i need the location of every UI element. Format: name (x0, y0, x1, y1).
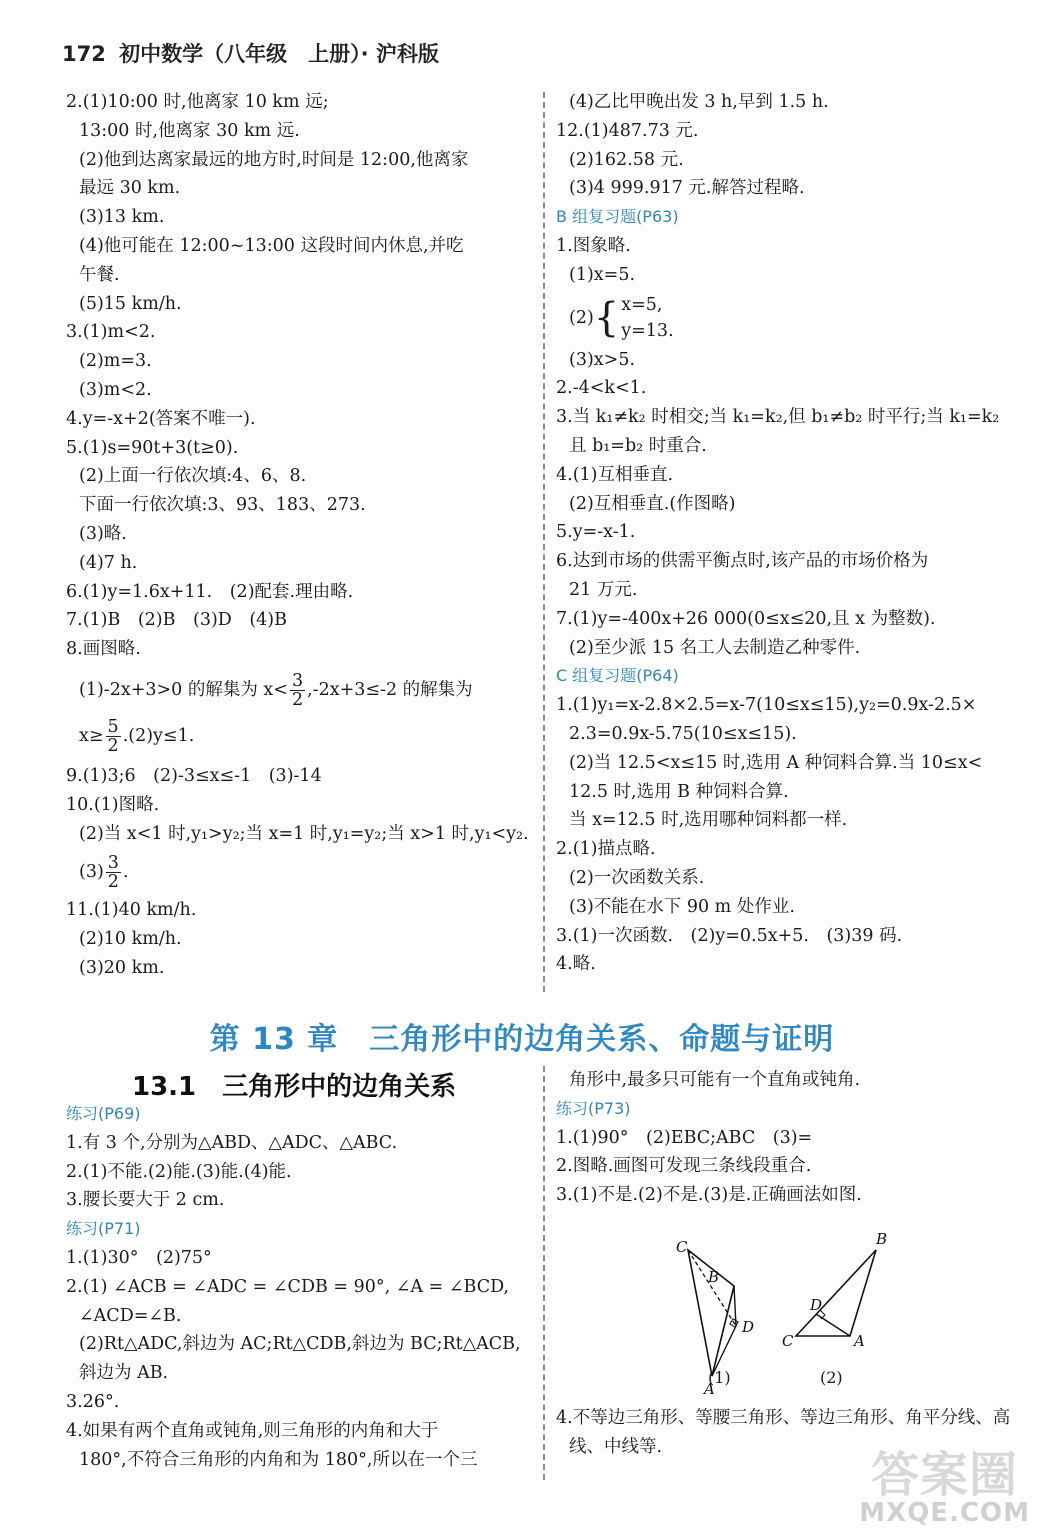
q8-line2 (66, 712, 536, 760)
q8-line1 (66, 668, 536, 712)
segment-da (816, 1314, 850, 1336)
answer-line: (2)当 12.5<x≤15 时,选用 A 种饲料合算.当 10≤x< (569, 752, 983, 773)
answer-line: 2.(1)描点略. (556, 839, 656, 860)
watermark-text: 答案圈 (871, 1447, 1019, 1503)
label-b1: B (708, 1268, 720, 1286)
section-label-b: B 组复习题(P63) (556, 207, 679, 227)
answer-line: 12.(1)487.73 元. (556, 120, 699, 141)
answer-line: 当 x=12.5 时,选用哪种饲料都一样. (569, 810, 848, 831)
q8-text: x≥ (79, 725, 104, 746)
answer-line: (2)上面一行依次填:4、6、8. (79, 466, 307, 487)
system-lines: x=5, y=13. (621, 295, 674, 342)
label-a1: A (704, 1380, 715, 1398)
answer-line: 7.(1)y=-400x+26 000(0≤x≤20,且 x 为整数). (556, 608, 936, 629)
answer-line: 2.(1) ∠ACB = ∠ADC = ∠CDB = 90°, ∠A = ∠BCD, (66, 1276, 510, 1297)
answer-line: 13:00 时,他离家 30 km 远. (79, 120, 300, 141)
answer-line: 9.(1)3;6 (2)-3≤x≤-1 (3)-14 (66, 765, 322, 786)
answer-line: 1.图象略. (556, 235, 631, 256)
answer-line: (3)13 km. (79, 207, 165, 228)
triangle-2 (796, 1250, 876, 1336)
figure-caption-1: (1) (708, 1368, 731, 1387)
answer-line: 1.(1)90° (2)EBC;ABC (3)= (556, 1127, 813, 1148)
answer-line: 6.(1)y=1.6x+11. (2)配套.理由略. (66, 581, 354, 602)
answer-line: 线、中线等. (569, 1436, 663, 1457)
answer-line: (3)4 999.917 元.解答过程略. (569, 178, 805, 199)
answer-line: 3.当 k₁≠k₂ 时相交;当 k₁=k₂,但 b₁≠b₂ 时平行;当 k₁=k₂ (556, 407, 1000, 428)
answer-line: 1.有 3 个,分别为△ABD、△ADC、△ABC. (66, 1132, 398, 1153)
answer-line: 4.不等边三角形、等腰三角形、等边三角形、角平分线、高 (556, 1408, 1011, 1428)
answer-line: 1.(1)30° (2)75° (66, 1247, 212, 1268)
section-label-p69: 练习(P69) (66, 1104, 141, 1123)
answer-line: 3.(1)不是.(2)不是.(3)是.正确画法如图. (556, 1185, 862, 1206)
answer-line: 7.(1)B (2)B (3)D (4)B (66, 610, 287, 631)
label-c2: C (782, 1332, 794, 1350)
answer-line: (3)20 km. (79, 957, 165, 978)
answer-line: (3)m<2. (79, 379, 152, 400)
answer-line: (1)x=5. (569, 264, 636, 285)
label-d2: D (810, 1296, 823, 1314)
section-label-p71: 练习(P71) (66, 1219, 141, 1239)
answer-line: 下面一行依次填:3、93、183、273. (79, 495, 366, 516)
left-column-bottom (66, 1100, 536, 1474)
answer-line: 4.略. (556, 954, 596, 975)
equation-system (556, 290, 1026, 346)
triangle-figures (670, 1228, 900, 1398)
label-d1: D (742, 1318, 755, 1336)
answer-line: (2)10 km/h. (79, 929, 182, 950)
answer-line: 最远 30 km. (79, 178, 181, 199)
label-a2: A (854, 1332, 865, 1350)
answer-line: 5.y=-x-1. (556, 522, 636, 543)
answer-line: 3.(1)一次函数. (2)y=0.5x+5. (3)39 码. (556, 925, 903, 946)
answer-line: 斜边为 AB. (79, 1363, 169, 1384)
system-label: (2) (569, 307, 594, 328)
answer-line: 3.腰长要大于 2 cm. (66, 1190, 225, 1211)
q10-3-label: (3) (79, 862, 104, 883)
answer-line: ∠ACD=∠B. (79, 1305, 182, 1326)
answer-line: 2.(1)10:00 时,他离家 10 km 远; (66, 92, 329, 112)
column-divider (543, 1066, 545, 1480)
section-title: 13.1 三角形中的边角关系 (132, 1072, 457, 1102)
brace-icon: { (593, 295, 620, 342)
answer-line: 12.5 时,选用 B 种饲料合算. (569, 781, 789, 802)
answer-line: 6.达到市场的供需平衡点时,该产品的市场价格为 (556, 551, 929, 572)
answer-line: 4.y=-x+2(答案不唯一). (66, 408, 256, 429)
answer-line: (4)乙比甲晚出发 3 h,早到 1.5 h. (569, 92, 829, 112)
label-c1: C (676, 1238, 688, 1256)
answer-line: (2)互相垂直.(作图略) (569, 493, 736, 514)
watermark-url: MXQE.COM (859, 1498, 1030, 1528)
answer-line: 3.(1)m<2. (66, 322, 156, 343)
answer-line: 2.(1)不能.(2)能.(3)能.(4)能. (66, 1161, 292, 1182)
answer-line: 2.3=0.9x-5.75(10≤x≤15). (569, 723, 797, 744)
page-header (62, 38, 439, 68)
page-number: 172 (62, 42, 106, 66)
answer-line: (2)至少派 15 名工人去制造乙种零件. (569, 637, 861, 658)
answer-line: 午餐. (79, 264, 120, 285)
answer-line: 4.如果有两个直角或钝角,则三角形的内角和大于 (66, 1420, 439, 1441)
fraction: $\frac{5}{2}$ (107, 716, 119, 756)
watermark (859, 1447, 1030, 1528)
answer-line: 11.(1)40 km/h. (66, 900, 197, 921)
answer-line: (2)当 x<1 时,y₁>y₂;当 x=1 时,y₁=y₂;当 x>1 时,y₁<y₂. (79, 823, 529, 844)
answer-line: 2.-4<k<1. (556, 378, 647, 399)
answer-line: 180°,不符合三角形的内角和为 180°,所以在一个三 (79, 1449, 478, 1470)
answer-line: 8.画图略. (66, 639, 141, 660)
answer-line: (2)m=3. (79, 351, 152, 372)
answer-line: 21 万元. (569, 579, 638, 600)
answer-line: (4)7 h. (79, 552, 138, 573)
book-title: 初中数学（八年级 上册）· 沪科版 (119, 42, 439, 66)
fraction: $\frac{3}{2}$ (107, 853, 119, 893)
answer-line: (4)他可能在 12:00~13:00 这段时间内休息,并吃 (79, 235, 464, 256)
q10-3-period: . (122, 862, 129, 883)
answer-line: (5)15 km/h. (79, 293, 182, 314)
answer-line: 3.26°. (66, 1391, 120, 1412)
fraction: $\frac{3}{2}$ (291, 670, 304, 710)
q8-text: ,-2x+3≤-2 的解集为 (307, 679, 473, 700)
answer-line: (3)不能在水下 90 m 处作业. (569, 896, 795, 917)
left-column-top (66, 88, 536, 983)
right-column-top (556, 88, 1026, 979)
column-divider (543, 92, 545, 992)
label-b2: B (876, 1230, 888, 1248)
q8-text: (1)-2x+3>0 的解集为 x< (79, 679, 288, 700)
answer-line: (2)Rt△ADC,斜边为 AC;Rt△CDB,斜边为 BC;Rt△ACB, (79, 1334, 521, 1355)
answer-line: (2)他到达离家最远的地方时,时间是 12:00,他离家 (79, 149, 469, 170)
answer-line: 角形中,最多只可能有一个直角或钝角. (569, 1070, 861, 1090)
section-label-p73: 练习(P73) (556, 1098, 631, 1118)
q10-3-line (66, 848, 536, 896)
section-label-c: C 组复习题(P64) (556, 666, 679, 686)
answer-line: (3)x>5. (569, 349, 636, 370)
q8-text: .(2)y≤1. (122, 725, 195, 746)
answer-line: (2)162.58 元. (569, 149, 684, 170)
answer-line: 4.(1)互相垂直. (556, 464, 674, 485)
answer-line: (3)略. (79, 523, 127, 544)
answer-line: 5.(1)s=90t+3(t≥0). (66, 437, 239, 458)
right-column-bottom (556, 1066, 1026, 1210)
answer-line: (2)一次函数关系. (569, 867, 705, 888)
chapter-title: 第 13 章 三角形中的边角关系、命题与证明 (209, 1022, 835, 1057)
answer-line: 且 b₁=b₂ 时重合. (569, 435, 707, 456)
answer-line: 1.(1)y₁=x-2.8×2.5=x-7(10≤x≤15),y₂=0.9x-2.5× (556, 695, 977, 716)
answer-line: 10.(1)图略. (66, 794, 160, 815)
figure-caption-2: (2) (820, 1368, 843, 1387)
answer-line: 2.图略.画图可发现三条线段重合. (556, 1156, 812, 1177)
